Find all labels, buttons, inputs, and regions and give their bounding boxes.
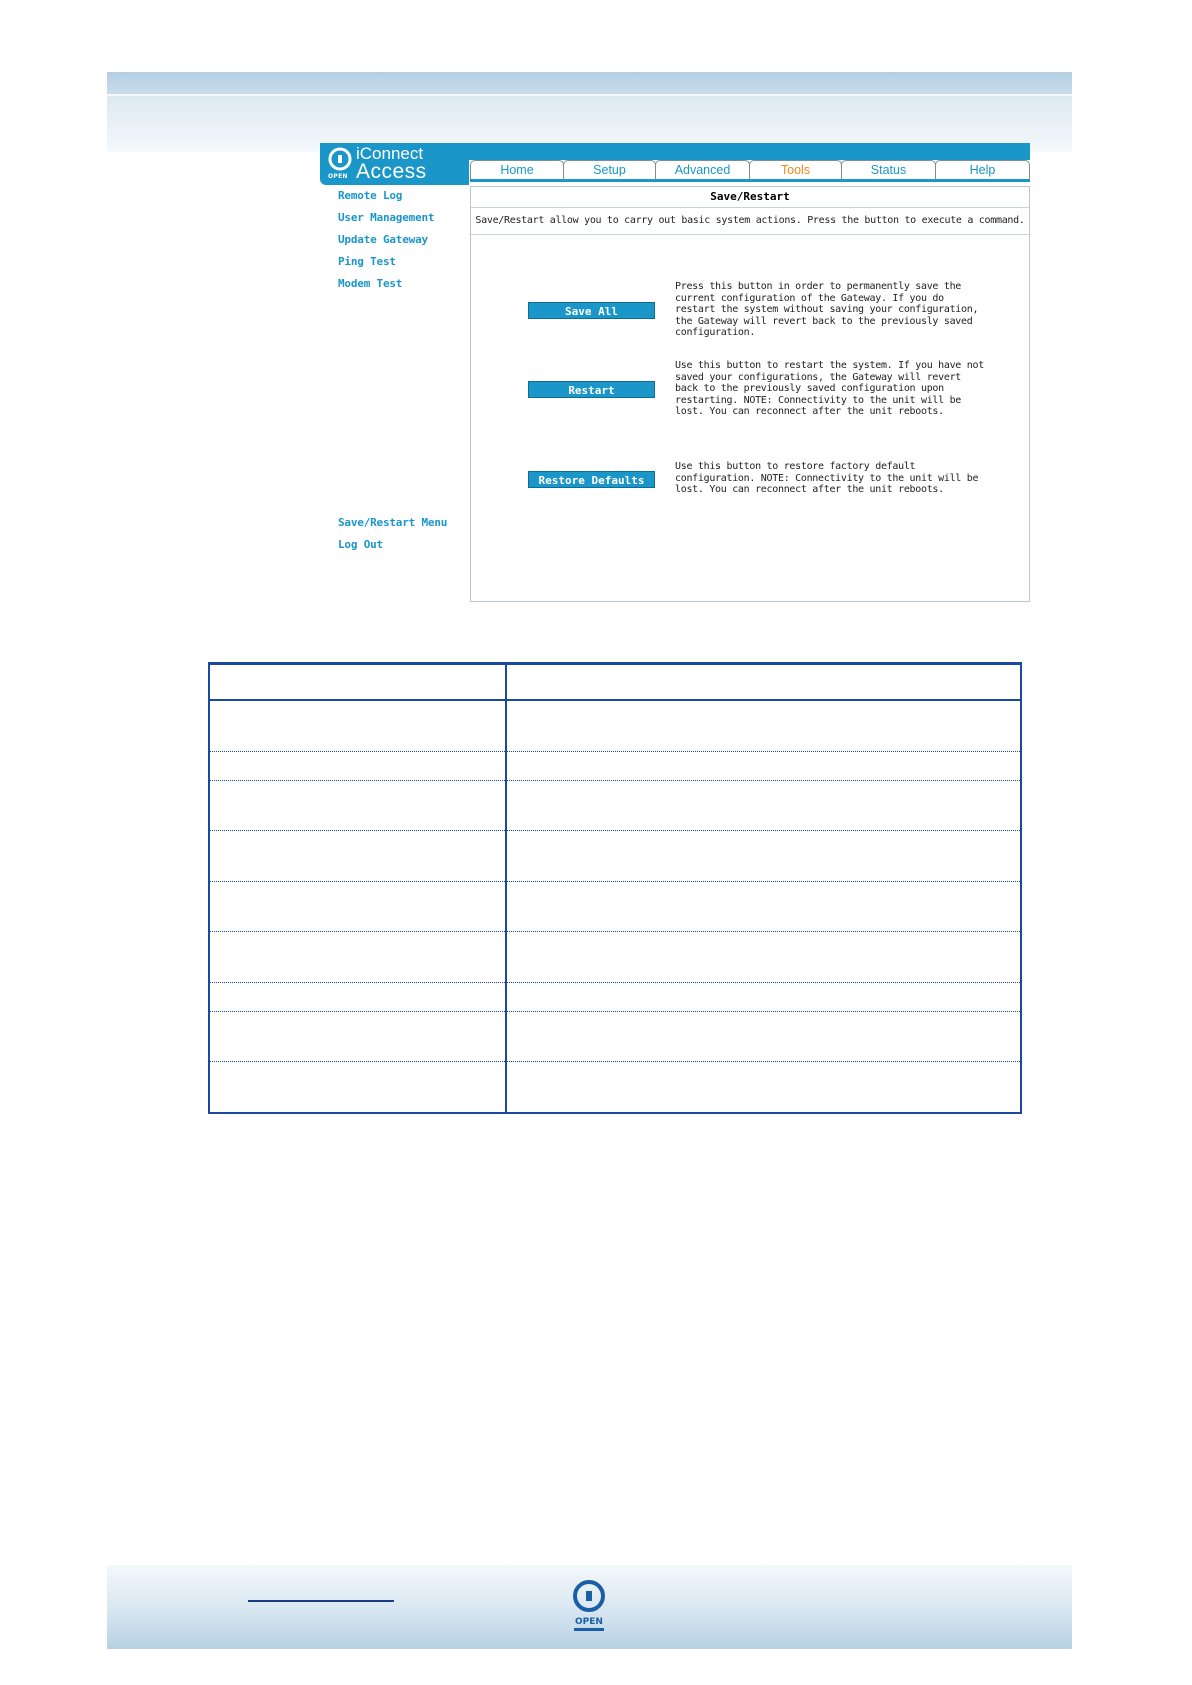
open-logo-icon [566,1578,612,1634]
table-cell [209,881,506,932]
table-cell [506,1062,1021,1113]
table-cell [209,780,506,831]
table-cell [506,700,1021,751]
sidebar-item-ping-test[interactable]: Ping Test [338,255,396,268]
restart-note: Use this button to restart the system. If you have not saved your configurations, the Gateway will revert back to the previously saved configuration upon restarting. NOTE: Connectivity to the unit will be lost. You can reconnect after the unit reboots. [675,360,984,417]
save-all-note: Press this button in order to permanently save the current configuration of the Gateway. If you do restart the system without saving your configuration, the Gateway will revert back to the previously saved configuration. [675,281,979,338]
tab-help[interactable]: Help [935,160,1030,179]
restore-defaults-button[interactable]: Restore Defaults [528,471,655,488]
tab-status[interactable]: Status [841,160,936,179]
table-row [209,1011,1021,1062]
sidebar-item-save-restart-menu[interactable]: Save/Restart Menu [338,516,448,529]
table-header-cell [506,664,1021,701]
sidebar-item-log-out[interactable]: Log Out [338,538,383,551]
table-cell [506,881,1021,932]
table-header-cell [209,664,506,701]
page-header-band [107,72,1072,152]
table-cell [506,780,1021,831]
sidebar-item-modem-test[interactable]: Modem Test [338,277,403,290]
table-cell [506,982,1021,1011]
table-row [209,831,1021,882]
restore-defaults-note: Use this button to restore factory default configuration. NOTE: Connectivity to the unit will be lost. You can reconnect after the unit reboots. [675,461,979,495]
table-row [209,881,1021,932]
header-divider [107,94,1072,96]
main-nav-tabs [470,160,1030,181]
panel-description: Save/Restart allow you to carry out basic system actions. Press the button to execute a command. [471,208,1029,235]
table-row [209,932,1021,983]
table-cell [209,751,506,780]
tab-home[interactable]: Home [470,160,564,179]
table-cell [209,831,506,882]
table-cell [209,982,506,1011]
footer-logo-text: OPEN [575,1617,603,1627]
tab-bar-underline [470,179,1030,182]
open-logo-icon [328,147,352,171]
table-cell [209,1011,506,1062]
table-row [209,700,1021,751]
sidebar-item-user-management[interactable]: User Management [338,211,435,224]
table-row [209,982,1021,1011]
table-cell [506,1011,1021,1062]
tab-tools[interactable]: Tools [749,160,842,179]
logo-line1: iConnect [356,144,424,163]
restart-button[interactable]: Restart [528,381,655,398]
logo-line2: Access [356,160,427,183]
table-row [209,780,1021,831]
sidebar-item-remote-log[interactable]: Remote Log [338,189,403,202]
save-all-button[interactable]: Save All [528,302,655,319]
table-cell [506,932,1021,983]
table-cell [209,932,506,983]
table-row [209,1062,1021,1113]
router-ui-screenshot [320,143,1030,561]
table-cell [209,1062,506,1113]
tab-setup[interactable]: Setup [563,160,656,179]
footer-link-underline [248,1600,394,1602]
tools-sidebar [338,189,468,559]
table-row [209,751,1021,780]
save-restart-panel [470,186,1030,602]
table-cell [506,831,1021,882]
brand-logo [320,143,469,185]
logo-badge: OPEN [328,173,348,180]
tab-advanced[interactable]: Advanced [655,160,750,179]
sidebar-item-update-gateway[interactable]: Update Gateway [338,233,428,246]
table-cell [209,700,506,751]
table-header-row [209,664,1021,701]
blank-document-table [208,662,1022,1114]
footer-open-logo [566,1578,612,1634]
table-cell [506,751,1021,780]
panel-title: Save/Restart [471,187,1029,208]
